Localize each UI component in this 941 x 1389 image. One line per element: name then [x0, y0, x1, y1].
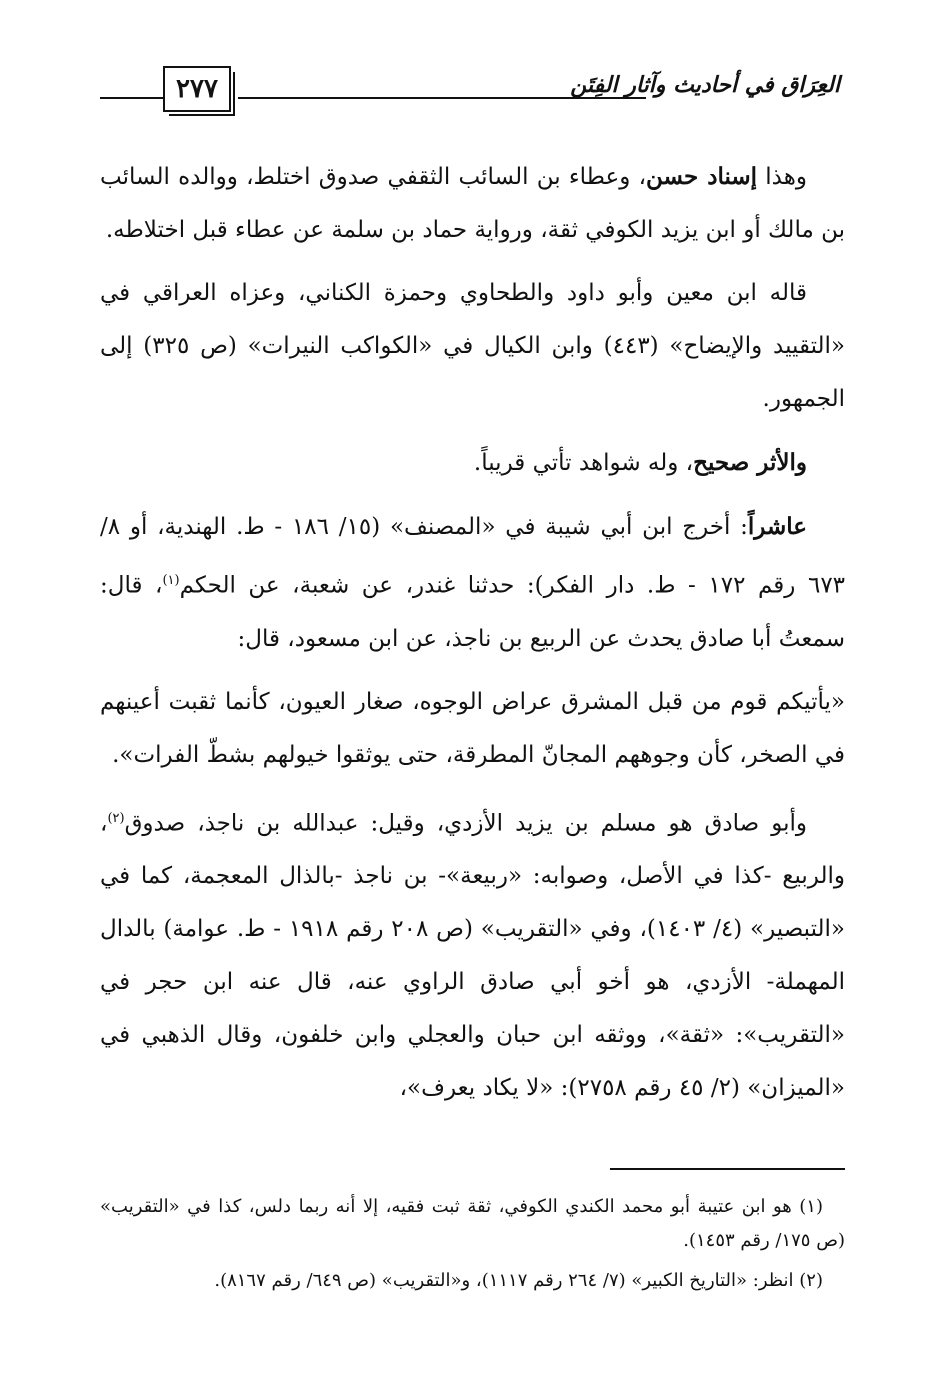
quote-paragraph: «يأتيكم قوم من قبل المشرق عراض الوجوه، صغار العيون، كأنما ثقبت أعينهم في الصخر، كأن وجوههم المجانّ المطرقة، حتى يوثقوا خيولهم بشطّ الفرات».: [100, 688, 845, 768]
header-rule-left: [100, 97, 165, 99]
page-number-box: [163, 66, 235, 116]
footnotes: [100, 1190, 845, 1304]
paragraph: عاشراً: أخرج ابن أبي شيبة في «المصنف» (١٥/ ١٨٦ - ط. الهندية، أو ٨/ ٦٧٣ رقم ١٧٢ - ط. دار الفكر): حدثنا غندر، عن شعبة، عن الحكم$^{(١)}$، قال: سمعتُ أبا صادق يحدث عن الربيع بن ناجذ، عن ابن مسعود، قال:: [100, 513, 846, 652]
footnote-ref[interactable]: (٢): [107, 810, 125, 826]
page-number: ٢٧٧: [163, 66, 231, 112]
paragraph: والأثر صحيح، وله شواهد تأتي قريباً.: [473, 449, 807, 476]
main-text: [100, 150, 845, 1125]
footnote-ref[interactable]: (١): [162, 573, 180, 588]
bold-term: إسناد حسن: [646, 163, 758, 190]
paragraph: وأبو صادق هو مسلم بن يزيد الأزدي، وقيل: عبدالله بن ناجذ، صدوق$^{(٢)}$، والربيع -كذا في الأصل، وصوابه: «ربيعة»- بن ناجذ -بالذال المعجمة، كما في «التبصير» (٤/ ١٤٠٣)، وفي «التقريب» (ص ٢٠٨ رقم ١٩١٨ - ط. عوامة) بالدال المهملة- الأزدي، هو أخو أبي صادق الراوي عنه، قال عنه ابن حجر في «التقريب»: «ثقة»، ووثقه ابن حبان والعجلي وابن خلفون، وقال الذهبي في «الميزان» (٢/ ٤٥ رقم ٢٧٥٨): «لا يكاد يعرف»،: [100, 810, 846, 1102]
footnote-1: (١) هو ابن عتيبة أبو محمد الكندي الكوفي، ثقة ثبت فقيه، إلا أنه ربما دلس، كذا في «التقريب» (ص ١٧٥/ رقم ١٤٥٣).: [100, 1196, 845, 1251]
footnote-separator: [610, 1168, 845, 1170]
paragraph: وهذا إسناد حسن، وعطاء بن السائب الثقفي صدوق اختلط، ووالده السائب بن مالك أو ابن يزيد الكوفي ثقة، ورواية حماد بن سلمة عن عطاء قبل اختلاطه.: [100, 163, 845, 243]
running-title: العِرَاق في أحاديث وآثار الفِتَن: [570, 72, 840, 98]
bold-term: عاشراً: [747, 513, 807, 540]
bold-term: صحيح: [693, 449, 750, 476]
paragraph: قاله ابن معين وأبو داود والطحاوي وحمزة الكناني، وعزاه العراقي في «التقييد والإيضاح» (٤٤٣) وابن الكيال في «الكواكب النيرات» (ص ٣٢٥) إلى الجمهور.: [100, 280, 845, 412]
footnote-2: (٢) انظر: «التاريخ الكبير» (٧/ ٢٦٤ رقم ١١١٧)، و«التقريب» (ص ٦٤٩/ رقم ٨١٦٧).: [214, 1270, 823, 1291]
